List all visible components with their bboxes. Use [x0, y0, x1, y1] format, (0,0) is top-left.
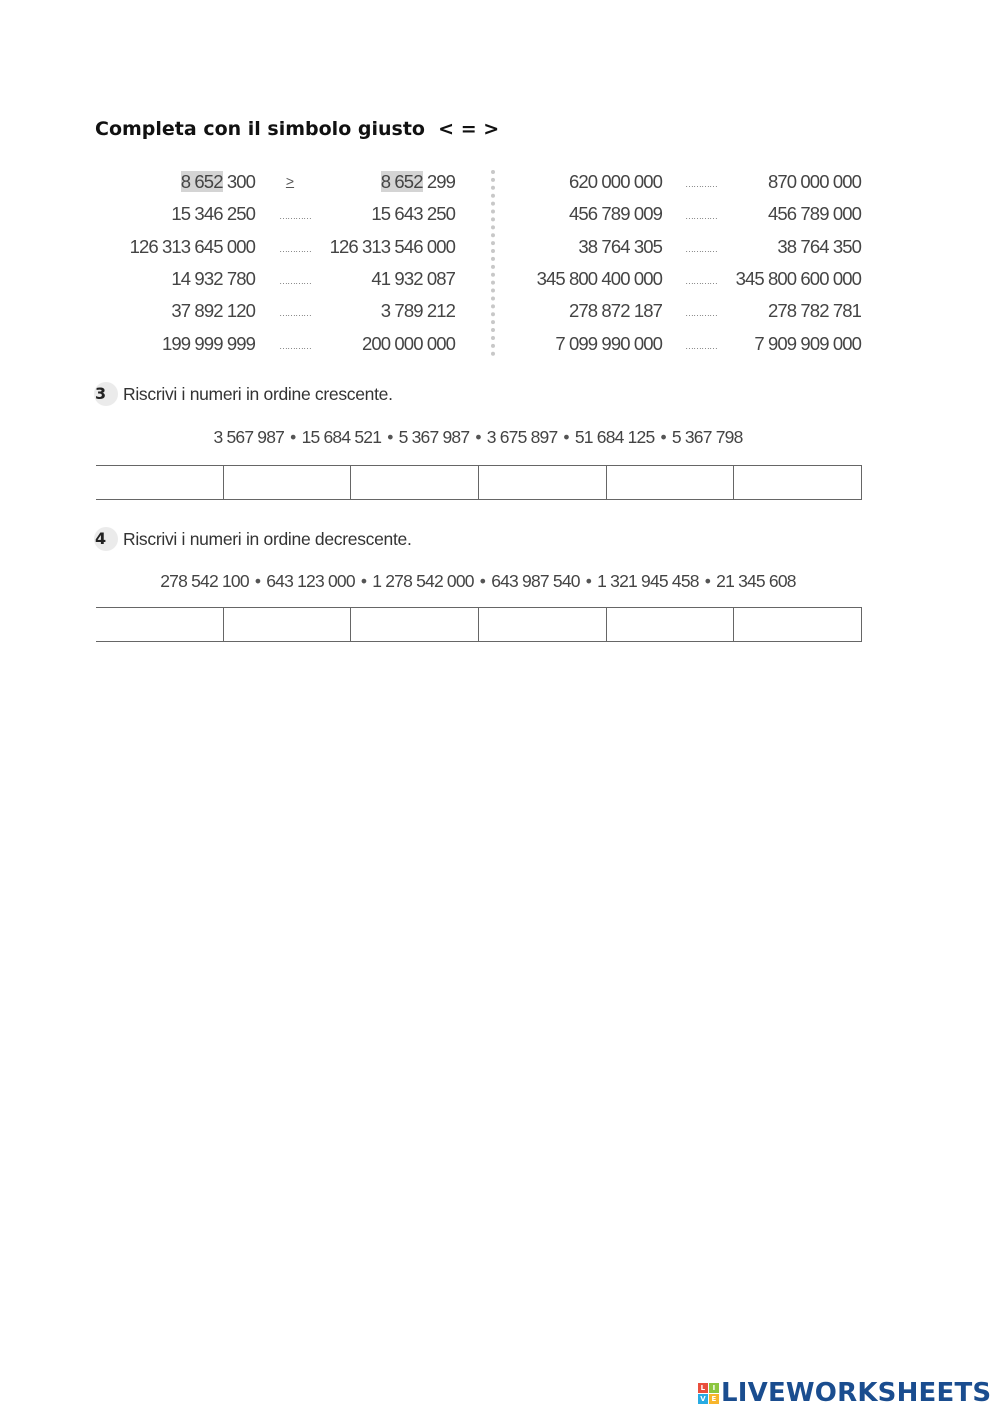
- first-number: 456 789 009: [569, 203, 662, 224]
- bullet-separator: •: [383, 427, 397, 447]
- exercise-3-number: 3: [94, 382, 118, 406]
- comparison-row: [0, 167, 1000, 197]
- answer-cell[interactable]: [478, 608, 606, 641]
- bullet-separator: •: [656, 427, 670, 447]
- symbol-answer-field[interactable]: >: [285, 173, 295, 189]
- comparison-row: [0, 264, 1000, 294]
- exercise-3-instruction: Riscrivi i numeri in ordine crescente.: [123, 384, 393, 404]
- answer-cell[interactable]: [733, 466, 861, 499]
- second-number: 41 932 087: [371, 268, 455, 289]
- symbol-blank-field[interactable]: …………: [279, 276, 311, 286]
- highlighted-digits: 8 652: [380, 171, 423, 192]
- answer-cell[interactable]: [350, 466, 478, 499]
- list-number: 3 675 897: [486, 427, 558, 447]
- logo-mark-letter: L: [698, 1383, 708, 1393]
- logo-mark-letter: I: [709, 1383, 719, 1393]
- second-number: 456 789 000: [768, 203, 861, 224]
- first-number: 345 800 400 000: [536, 268, 662, 289]
- second-number: 15 643 250: [371, 203, 455, 224]
- second-number: 126 313 546 000: [329, 236, 455, 257]
- bullet-separator: •: [286, 427, 300, 447]
- answer-cell[interactable]: [223, 608, 351, 641]
- list-number: 15 684 521: [301, 427, 382, 447]
- symbol-blank-field[interactable]: …………: [279, 308, 311, 318]
- bullet-separator: •: [471, 427, 485, 447]
- exercise-4-number-list: [45, 571, 911, 592]
- answer-cell[interactable]: [478, 466, 606, 499]
- comparison-row: [0, 232, 1000, 262]
- list-number: 3 567 987: [213, 427, 285, 447]
- remaining-digits: 299: [422, 171, 455, 192]
- comparison-row: [0, 199, 1000, 229]
- exercise-3-number-list: [45, 427, 911, 448]
- logo-text: LIVEWORKSHEETS: [721, 1378, 992, 1408]
- symbol-blank-field[interactable]: …………: [685, 341, 717, 351]
- symbol-blank-field[interactable]: …………: [685, 211, 717, 221]
- answer-cell[interactable]: [733, 608, 861, 641]
- first-number: 199 999 999: [162, 333, 255, 354]
- list-number: 1 321 945 458: [597, 571, 699, 591]
- list-number: 1 278 542 000: [372, 571, 474, 591]
- first-number: 126 313 645 000: [129, 236, 255, 257]
- first-number: 7 099 990 000: [555, 333, 662, 354]
- highlighted-digits: 8 652: [180, 171, 223, 192]
- second-number: 278 782 781: [768, 300, 861, 321]
- logo-mark-icon: [698, 1383, 719, 1404]
- remaining-digits: 300: [222, 171, 255, 192]
- first-number: 38 764 305: [578, 236, 662, 257]
- symbol-blank-field[interactable]: …………: [685, 308, 717, 318]
- second-number: 3 789 212: [380, 300, 455, 321]
- column-divider: [491, 170, 495, 356]
- first-number: 278 872 187: [569, 300, 662, 321]
- first-number: 37 892 120: [171, 300, 255, 321]
- answer-cell[interactable]: [606, 608, 734, 641]
- list-number: 643 123 000: [266, 571, 355, 591]
- list-number: 278 542 100: [160, 571, 249, 591]
- answer-cell[interactable]: [223, 466, 351, 499]
- symbol-blank-field[interactable]: …………: [685, 276, 717, 286]
- symbol-blank-field[interactable]: …………: [685, 179, 717, 189]
- bullet-separator: •: [250, 571, 265, 591]
- liveworksheets-logo[interactable]: [698, 1378, 991, 1408]
- second-number: 38 764 350: [777, 236, 861, 257]
- second-number: 345 800 600 000: [735, 268, 861, 289]
- symbol-blank-field[interactable]: …………: [279, 244, 311, 254]
- bullet-separator: •: [475, 571, 490, 591]
- logo-mark-letter: E: [709, 1394, 719, 1404]
- list-number: 51 684 125: [574, 427, 655, 447]
- first-number: 620 000 000: [569, 171, 662, 192]
- worksheet-title: Completa con il simbolo giusto < = >: [95, 118, 500, 140]
- exercise-4-answer-grid: [96, 607, 862, 642]
- bullet-separator: •: [700, 571, 715, 591]
- second-number: 7 909 909 000: [754, 333, 861, 354]
- first-number: 14 932 780: [171, 268, 255, 289]
- answer-cell[interactable]: [96, 608, 223, 641]
- list-number: 643 987 540: [491, 571, 580, 591]
- symbol-blank-field[interactable]: …………: [685, 244, 717, 254]
- comparison-row: [0, 296, 1000, 326]
- answer-cell[interactable]: [350, 608, 478, 641]
- first-number: 15 346 250: [171, 203, 255, 224]
- answer-cell[interactable]: [606, 466, 734, 499]
- exercise-4-number: 4: [94, 527, 118, 551]
- bullet-separator: •: [581, 571, 596, 591]
- bullet-separator: •: [559, 427, 573, 447]
- logo-mark-letter: V: [698, 1394, 708, 1404]
- exercise-4-instruction: Riscrivi i numeri in ordine decrescente.: [123, 529, 412, 549]
- second-number: 870 000 000: [768, 171, 861, 192]
- symbol-blank-field[interactable]: …………: [279, 211, 311, 221]
- list-number: 5 367 798: [671, 427, 743, 447]
- list-number: 5 367 987: [398, 427, 470, 447]
- list-number: 21 345 608: [716, 571, 796, 591]
- comparison-row: [0, 329, 1000, 359]
- bullet-separator: •: [356, 571, 371, 591]
- answer-cell[interactable]: [96, 466, 223, 499]
- symbol-blank-field[interactable]: …………: [279, 341, 311, 351]
- exercise-3-answer-grid: [96, 465, 862, 500]
- second-number: 200 000 000: [362, 333, 455, 354]
